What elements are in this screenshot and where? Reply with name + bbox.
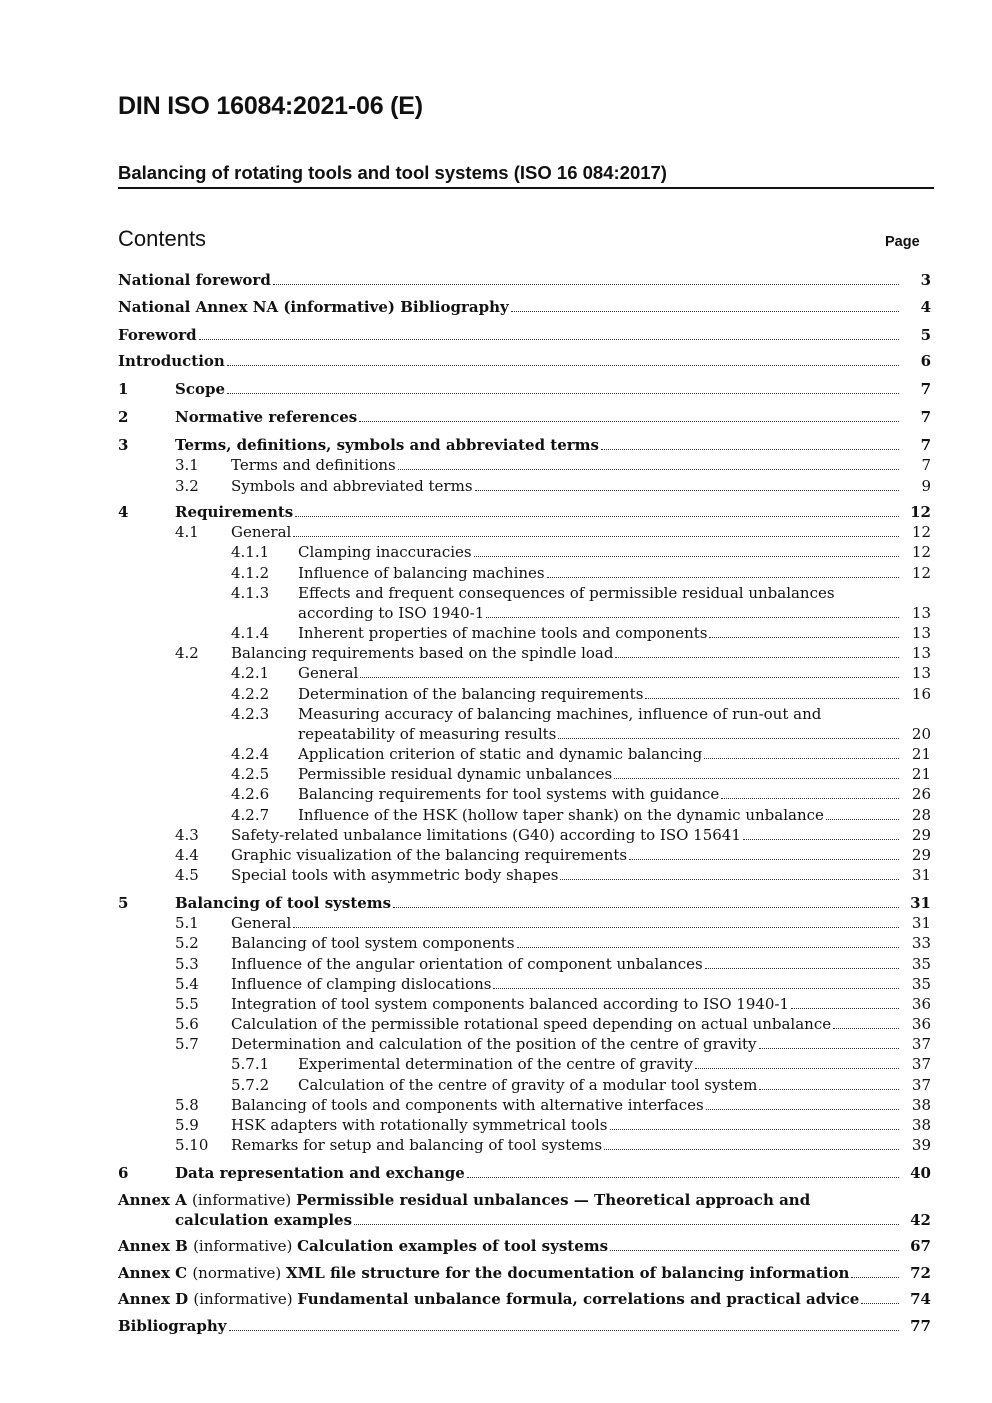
toc-entry-4-2-3-num: 4.2.3 (231, 705, 270, 723)
toc-entry-annex-c[interactable]: Annex C (normative) XML file structure for the documentation of balancing information 72 (118, 1264, 931, 1282)
toc-entry-5-7[interactable]: 5.7 Determination and calculation of the position of the centre of gravity 37 (175, 1035, 931, 1053)
toc-entry-4-1-2[interactable]: 4.1.2 Influence of balancing machines 12 (231, 564, 931, 582)
toc-entry-4-1-3-num: 4.1.3 (231, 584, 270, 602)
toc-entry-4-2[interactable]: 4.2 Balancing requirements based on the spindle load 13 (175, 644, 931, 662)
toc-entry-5-10[interactable]: 5.10 Remarks for setup and balancing of tool systems 39 (175, 1136, 931, 1154)
toc-entry-4-1-3-title[interactable]: Effects and frequent consequences of permissible residual unbalances (298, 584, 835, 602)
toc-entry-4-1-4[interactable]: 4.1.4 Inherent properties of machine tools and components 13 (231, 624, 931, 642)
toc-entry-4-2-7[interactable]: 4.2.7 Influence of the HSK (hollow taper shank) on the dynamic unbalance 28 (231, 806, 931, 824)
toc-page: 4 (920, 298, 931, 316)
toc-entry-4-2-4[interactable]: 4.2.4 Application criterion of static and dynamic balancing 21 (231, 745, 931, 763)
toc-entry-1[interactable]: 1 Scope 7 (118, 380, 931, 398)
toc-entry-4-4[interactable]: 4.4 Graphic visualization of the balancing requirements 29 (175, 846, 931, 864)
toc-entry-3-1[interactable]: 3.1 Terms and definitions 7 (175, 456, 931, 474)
toc-entry-5-2[interactable]: 5.2 Balancing of tool system components 33 (175, 934, 931, 952)
toc-entry-4-2-5[interactable]: 4.2.5 Permissible residual dynamic unbalances 21 (231, 765, 931, 783)
toc-entry-4-2-2[interactable]: 4.2.2 Determination of the balancing requirements 16 (231, 685, 931, 703)
toc-entry-4-1-1[interactable]: 4.1.1 Clamping inaccuracies 12 (231, 543, 931, 561)
toc-entry-national-annex[interactable]: National Annex NA (informative) Bibliography 4 (118, 298, 931, 316)
toc-entry-5-7-2[interactable]: 5.7.2 Calculation of the centre of gravity of a modular tool system 37 (231, 1076, 931, 1094)
toc-entry-5-5[interactable]: 5.5 Integration of tool system components balanced according to ISO 1940-1 36 (175, 995, 931, 1013)
toc-entry-5-3[interactable]: 5.3 Influence of the angular orientation of component unbalances 35 (175, 955, 931, 973)
toc-entry-5-4[interactable]: 5.4 Influence of clamping dislocations 35 (175, 975, 931, 993)
toc-entry-4-2-6[interactable]: 4.2.6 Balancing requirements for tool systems with guidance 26 (231, 785, 931, 803)
toc-entry-5-7-1[interactable]: 5.7.1 Experimental determination of the centre of gravity 37 (231, 1055, 931, 1073)
toc-entry-5-8[interactable]: 5.8 Balancing of tools and components with alternative interfaces 38 (175, 1096, 931, 1114)
toc-entry-foreword[interactable]: Foreword 5 (118, 326, 931, 344)
toc-entry-4-5[interactable]: 4.5 Special tools with asymmetric body shapes 31 (175, 866, 931, 884)
toc-entry-3-2[interactable]: 3.2 Symbols and abbreviated terms 9 (175, 477, 931, 495)
toc-entry-4-3[interactable]: 4.3 Safety-related unbalance limitations (G40) according to ISO 15641 29 (175, 826, 931, 844)
toc-entry-5[interactable]: 5 Balancing of tool systems 31 (118, 894, 931, 912)
toc-entry-6[interactable]: 6 Data representation and exchange 40 (118, 1164, 931, 1182)
page-column-heading: Page (885, 234, 920, 250)
toc-entry-4-2-3-title[interactable]: Measuring accuracy of balancing machines, influence of run-out and (298, 705, 822, 723)
toc-entry-annex-a-line1[interactable]: Annex A (informative) Permissible residual unbalances — Theoretical approach and (118, 1191, 811, 1209)
toc-entry-4-1-3[interactable]: according to ISO 1940-1 13 (298, 604, 931, 622)
document-subtitle: Balancing of rotating tools and tool systems (ISO 16 084:2017) (118, 162, 934, 189)
toc-entry-5-1[interactable]: 5.1 General 31 (175, 914, 931, 932)
document-title: DIN ISO 16084:2021-06 (E) (118, 92, 423, 120)
toc-page: 5 (920, 326, 931, 344)
toc-page: 6 (920, 352, 931, 370)
toc-entry-4-2-1[interactable]: 4.2.1 General 13 (231, 664, 931, 682)
toc-entry-national-foreword[interactable]: National foreword 3 (118, 271, 931, 289)
annex-prefix: National Annex NA (informative) (118, 298, 401, 316)
toc-entry-4-2-3[interactable]: repeatability of measuring results 20 (298, 725, 931, 743)
toc-page: 3 (920, 271, 931, 289)
toc-entry-4[interactable]: 4 Requirements 12 (118, 503, 931, 521)
toc-entry-4-1[interactable]: 4.1 General 12 (175, 523, 931, 541)
toc-entry-introduction[interactable]: Introduction 6 (118, 352, 931, 370)
toc-entry-5-6[interactable]: 5.6 Calculation of the permissible rotational speed depending on actual unbalance 36 (175, 1015, 931, 1033)
toc-entry-3[interactable]: 3 Terms, definitions, symbols and abbreviated terms 7 (118, 436, 931, 454)
toc-entry-annex-b[interactable]: Annex B (informative) Calculation examples of tool systems 67 (118, 1237, 931, 1255)
toc-entry-5-9[interactable]: 5.9 HSK adapters with rotationally symmetrical tools 38 (175, 1116, 931, 1134)
toc-entry-annex-d[interactable]: Annex D (informative) Fundamental unbalance formula, correlations and practical advice 74 (118, 1290, 931, 1308)
toc-entry-annex-a[interactable]: calculation examples 42 (175, 1211, 931, 1229)
toc-entry-2[interactable]: 2 Normative references 7 (118, 408, 931, 426)
contents-heading: Contents (118, 226, 207, 251)
toc-entry-bibliography[interactable]: Bibliography 77 (118, 1317, 931, 1335)
